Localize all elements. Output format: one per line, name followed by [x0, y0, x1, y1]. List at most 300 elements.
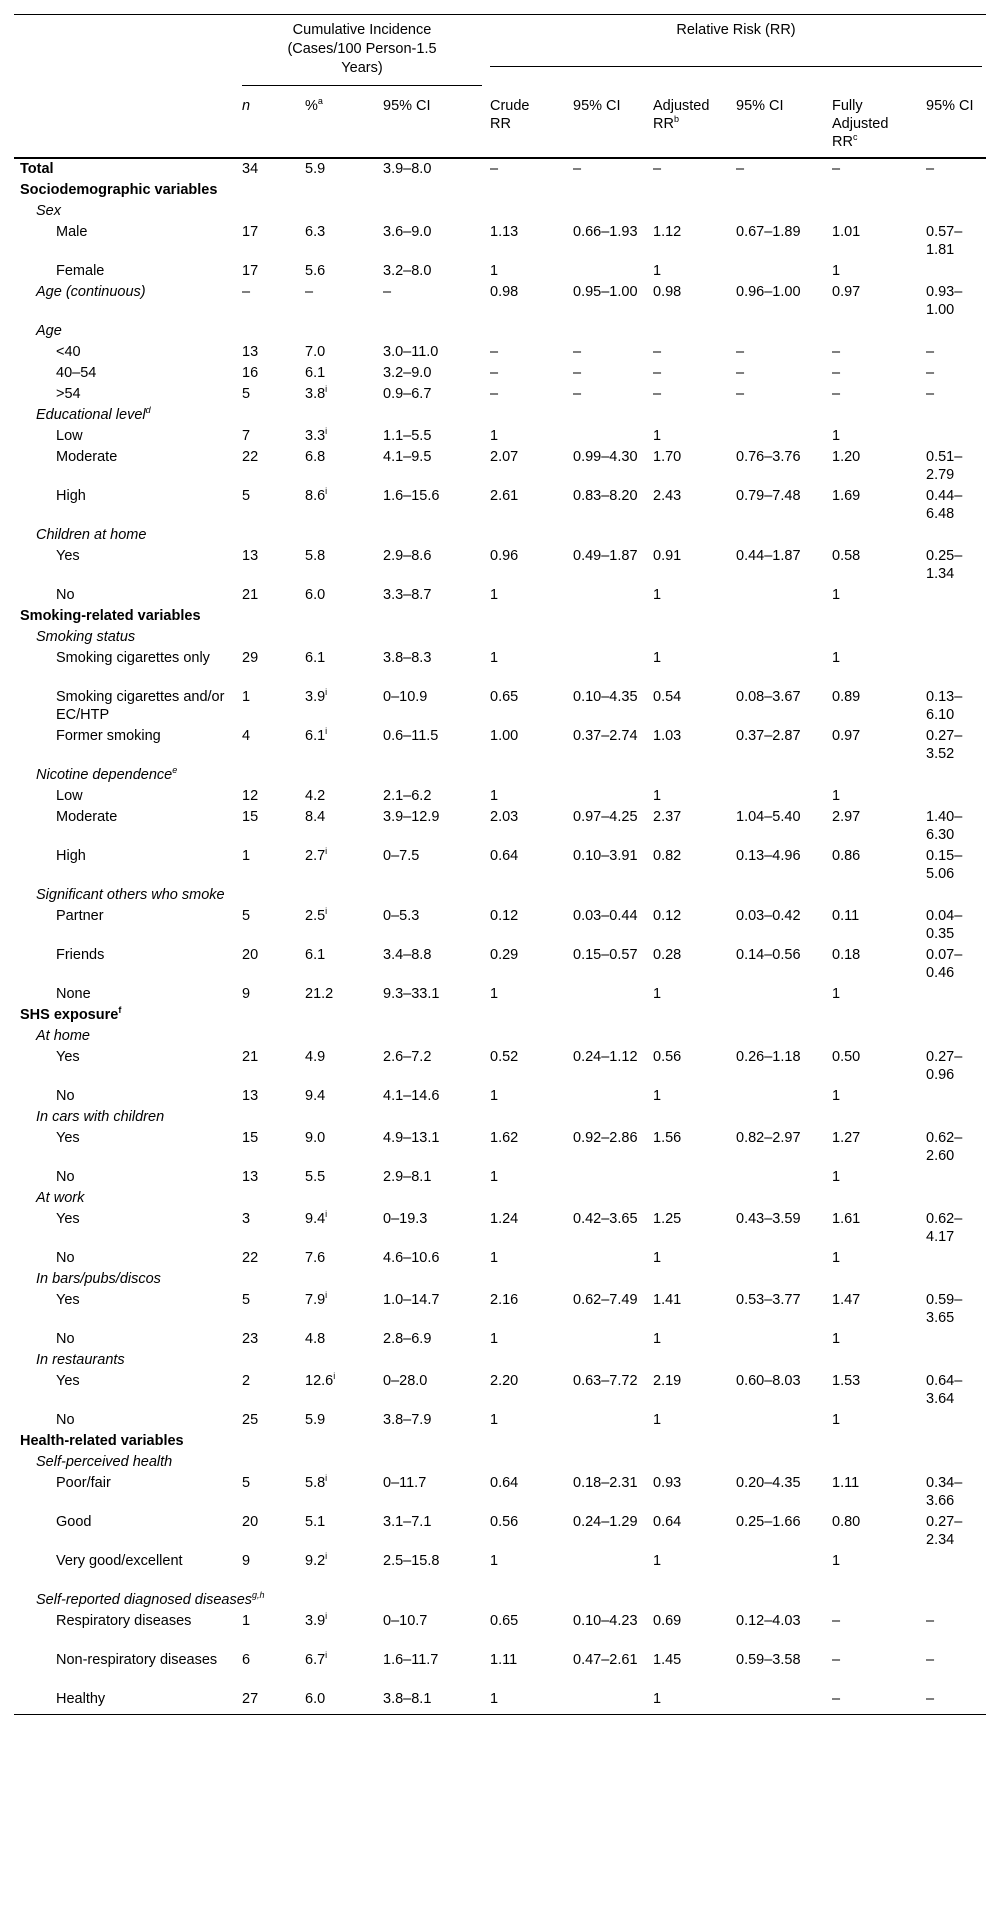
cell-4: 0.63–7.72 [573, 1373, 638, 1389]
cell-3: – [490, 344, 499, 360]
cell-7: 1 [832, 1250, 841, 1266]
row-label-text: Low [56, 788, 83, 804]
cell-8 [922, 1410, 986, 1431]
cell-4 [569, 585, 649, 606]
cell-3: 1 [490, 986, 499, 1002]
cell-3: – [490, 365, 499, 381]
row-label-text: No [56, 1088, 75, 1104]
cell-3: 1 [490, 428, 499, 444]
cell-6: 0.53–3.77 [736, 1292, 801, 1308]
col-adjusted-rr: Adjusted $RR^b$ [653, 98, 710, 132]
cell-8: 1.40–6.30 [926, 809, 963, 843]
cell-5: 1.41 [653, 1292, 682, 1308]
cell-0: 15 [242, 1130, 259, 1146]
row-label [14, 1167, 238, 1188]
cell-1: 2.7$^i$ [305, 846, 328, 864]
cell-6: 0.76–3.76 [736, 449, 801, 465]
row-label [14, 984, 238, 1005]
cell-2: 2.6–7.2 [383, 1049, 432, 1065]
cell-7: 1 [832, 1169, 841, 1185]
cell-0: 5 [242, 1475, 251, 1491]
cell-3: 0.65 [490, 689, 519, 705]
cell-4: 0.42–3.65 [573, 1211, 638, 1227]
cell-4 [569, 426, 649, 447]
row-label-text: Good [56, 1514, 92, 1530]
table-row [14, 648, 986, 687]
cell-3: 1.11 [490, 1652, 518, 1668]
table-row [14, 282, 986, 321]
table-section-row [14, 606, 986, 627]
table-row [14, 384, 986, 405]
row-label-text: Female [56, 263, 105, 279]
row-label-text: SHS exposure [20, 1007, 119, 1023]
cell-1: 4.9 [305, 1049, 326, 1065]
row-label-text: Smoking cigarettes and/or EC/HTP [56, 689, 225, 723]
cell-3: 1.00 [490, 728, 519, 744]
cell-4: 0.37–2.74 [573, 728, 638, 744]
cell-8: 0.57–1.81 [926, 224, 963, 258]
cell-2: 4.6–10.6 [383, 1250, 440, 1266]
cell-8 [922, 426, 986, 447]
cell-1: 6.1 [305, 650, 326, 666]
row-label [14, 158, 238, 180]
cell-2: 1.1–5.5 [383, 428, 432, 444]
cell-5: 1 [653, 986, 662, 1002]
table-section-row [14, 1431, 986, 1452]
cell-6: 0.08–3.67 [736, 689, 801, 705]
cell-5: – [653, 161, 662, 177]
table-section-row [14, 1590, 986, 1611]
cell-0: 22 [242, 1250, 259, 1266]
table-row [14, 1410, 986, 1431]
cell-6: 0.67–1.89 [736, 224, 801, 240]
row-label [14, 525, 986, 546]
cell-6 [732, 984, 828, 1005]
table-section-row [14, 201, 986, 222]
cell-1: 7.0 [305, 344, 326, 360]
cell-6: 0.13–4.96 [736, 848, 801, 864]
table-section-row [14, 765, 986, 786]
cell-6: 0.26–1.18 [736, 1049, 801, 1065]
cell-7: 0.58 [832, 548, 861, 564]
cell-6 [732, 1689, 828, 1715]
footnote-marker: i [333, 1371, 336, 1382]
cell-0: 13 [242, 1088, 259, 1104]
row-label [14, 1086, 238, 1107]
cell-8 [922, 261, 986, 282]
cell-2: 3.8–8.1 [379, 1689, 486, 1715]
row-label [14, 1650, 238, 1689]
empty-header [14, 15, 238, 95]
cell-6 [732, 1410, 828, 1431]
cell-3: 1 [486, 1689, 569, 1715]
cell-7: 1 [832, 428, 841, 444]
cell-4: 0.66–1.93 [573, 224, 638, 240]
row-label [14, 1611, 238, 1650]
cell-6: 0.82–2.97 [736, 1130, 801, 1146]
cell-2: 3.2–8.0 [383, 263, 432, 279]
cell-2: 2.5–15.8 [383, 1553, 440, 1569]
cell-5: 1 [653, 428, 662, 444]
footnote-marker: g,h [252, 1590, 265, 1601]
row-label [14, 1473, 238, 1512]
cell-0: 34 [242, 161, 259, 177]
cell-8: 0.59–3.65 [926, 1292, 963, 1326]
cell-1: 2.5$^i$ [305, 906, 328, 924]
footnote-marker: i [325, 846, 328, 857]
cell-5: – [653, 365, 662, 381]
cell-2: 4.1–9.5 [383, 449, 432, 465]
cell-0: 1 [242, 848, 251, 864]
row-label [14, 363, 238, 384]
table-row [14, 687, 986, 726]
cell-1: – [305, 284, 314, 300]
cell-2: 2.8–6.9 [383, 1331, 432, 1347]
table-row [14, 546, 986, 585]
cell-8 [922, 648, 986, 687]
table-row [14, 222, 986, 261]
cell-1: 6.1 [305, 947, 326, 963]
row-label [14, 1128, 238, 1167]
table-container [14, 14, 986, 1715]
row-label [14, 765, 986, 786]
cell-0: 7 [242, 428, 251, 444]
cell-7: 0.89 [832, 689, 861, 705]
cell-7: – [832, 1613, 841, 1629]
cell-8: – [926, 365, 935, 381]
cell-1: 3.9$^i$ [305, 1611, 328, 1629]
cell-8: 0.62–4.17 [926, 1211, 963, 1245]
row-label [14, 906, 238, 945]
cell-4: 0.97–4.25 [573, 809, 638, 825]
table-section-row [14, 1452, 986, 1473]
cell-7: – [832, 386, 841, 402]
col-crude-rr: Crude RR [490, 98, 530, 132]
cell-1: 8.6$^i$ [305, 486, 328, 504]
cell-7: 1.61 [832, 1211, 861, 1227]
table-section-row [14, 405, 986, 426]
cell-1: 9.2$^i$ [305, 1551, 328, 1569]
cell-5: 1.45 [653, 1652, 682, 1668]
cell-4 [569, 786, 649, 807]
row-label [14, 846, 238, 885]
cell-8: 0.25–1.34 [926, 548, 963, 582]
cell-8: 0.44–6.48 [926, 488, 963, 522]
cell-4: 0.10–4.23 [573, 1613, 638, 1629]
footnote-marker: i [325, 1650, 328, 1661]
table-row [14, 486, 986, 525]
row-label-text: Nicotine dependence [36, 767, 173, 783]
cell-0: 5 [242, 488, 251, 504]
cell-1: 9.4 [305, 1088, 326, 1104]
cell-8 [922, 786, 986, 807]
row-label-text: Very good/excellent [56, 1553, 183, 1569]
row-label-text: Yes [56, 1049, 80, 1065]
row-label [14, 384, 238, 405]
cell-7: 1.47 [832, 1292, 861, 1308]
table-row [14, 1209, 986, 1248]
cell-2: 3.8–7.9 [383, 1412, 432, 1428]
row-label-text: High [56, 488, 86, 504]
cell-5: 1 [653, 650, 662, 666]
row-label [14, 1290, 238, 1329]
cell-4: 0.10–3.91 [573, 848, 638, 864]
cell-7: 0.11 [832, 908, 860, 924]
row-label-text: Smoking-related variables [20, 608, 201, 624]
cell-0: 2 [242, 1373, 251, 1389]
cell-0: 21 [242, 1049, 259, 1065]
cell-3: 0.65 [490, 1613, 519, 1629]
cell-5: 0.12 [653, 908, 682, 924]
cell-3: 1 [490, 1553, 499, 1569]
cell-1: 6.1$^i$ [305, 726, 328, 744]
cell-6: 0.03–0.42 [736, 908, 801, 924]
cell-5: 1 [653, 1088, 662, 1104]
cell-8: 0.04–0.35 [926, 908, 963, 942]
cell-7: – [828, 1689, 922, 1715]
cell-7: – [832, 161, 841, 177]
cell-8: – [922, 1689, 986, 1715]
cell-4: 0.15–0.57 [573, 947, 638, 963]
row-label [14, 648, 238, 687]
cell-2: 4.1–14.6 [383, 1088, 440, 1104]
table-row [14, 426, 986, 447]
row-label-text: Respiratory diseases [56, 1613, 192, 1629]
table-section-row [14, 1269, 986, 1290]
cell-6: – [736, 161, 745, 177]
footnote-marker: i [325, 1209, 328, 1220]
row-label-text: Moderate [56, 449, 118, 465]
row-label-text: At home [36, 1028, 90, 1044]
row-label [14, 222, 238, 261]
table-section-row [14, 1350, 986, 1371]
cell-1: 3.9$^i$ [305, 687, 328, 705]
cell-1: 8.4 [305, 809, 326, 825]
cell-4 [569, 1551, 649, 1590]
cell-8 [922, 585, 986, 606]
cell-7: 0.18 [832, 947, 861, 963]
row-label-text: Low [56, 428, 83, 444]
cell-4: 0.62–7.49 [573, 1292, 638, 1308]
cell-8: 0.34–3.66 [926, 1475, 963, 1509]
cell-6 [732, 786, 828, 807]
cell-4: – [573, 161, 582, 177]
row-label-text: No [56, 1412, 75, 1428]
row-label-text: Smoking cigarettes only [56, 650, 210, 666]
row-label-text: Smoking status [36, 629, 136, 645]
cell-6 [732, 1329, 828, 1350]
cell-3: 1.62 [490, 1130, 519, 1146]
table-row [14, 1650, 986, 1689]
cell-8: – [926, 344, 935, 360]
cell-3: 1 [490, 263, 499, 279]
row-label [14, 945, 238, 984]
cell-3: 0.52 [490, 1049, 519, 1065]
row-label-text: High [56, 848, 86, 864]
cell-3: 1 [490, 1331, 499, 1347]
table-row [14, 1290, 986, 1329]
table-row [14, 1473, 986, 1512]
row-label-text: Partner [56, 908, 104, 924]
row-label [14, 1410, 238, 1431]
row-label [14, 687, 238, 726]
cell-4 [569, 1689, 649, 1715]
cell-1: 5.8$^i$ [305, 1473, 328, 1491]
row-label-text: In restaurants [36, 1352, 125, 1368]
cell-0: 21 [242, 587, 259, 603]
cell-1: 6.0 [301, 1689, 379, 1715]
col-fully-adjusted-rr: Fully Adjusted $RR^c$ [832, 98, 889, 150]
cell-6 [732, 1086, 828, 1107]
table-section-row [14, 180, 986, 201]
cell-8: 0.13–6.10 [926, 689, 963, 723]
cell-8 [922, 1551, 986, 1590]
cell-8: 0.07–0.46 [926, 947, 963, 981]
cell-8 [922, 1329, 986, 1350]
cell-7: 1 [832, 1412, 841, 1428]
cell-4 [569, 984, 649, 1005]
cell-0: – [242, 284, 251, 300]
cell-2: 0–5.3 [383, 908, 420, 924]
table-row [14, 261, 986, 282]
row-label-text: Former smoking [56, 728, 161, 744]
cell-6: 1.04–5.40 [736, 809, 801, 825]
row-label [14, 180, 986, 201]
cell-2: 0–11.7 [383, 1475, 427, 1491]
table-row [14, 1551, 986, 1590]
cell-2: 0–19.3 [383, 1211, 428, 1227]
cell-0: 20 [242, 947, 259, 963]
cell-0: 12 [242, 788, 259, 804]
cell-6: – [736, 365, 745, 381]
cell-5: 1.12 [653, 224, 682, 240]
cell-8: 0.64–3.64 [926, 1373, 963, 1407]
cell-4: 0.83–8.20 [573, 488, 638, 504]
cell-0: 20 [242, 1514, 259, 1530]
row-label [14, 342, 238, 363]
cell-6 [732, 1167, 828, 1188]
cell-6: – [736, 386, 745, 402]
cell-5: – [653, 386, 662, 402]
row-label [14, 1689, 238, 1715]
cell-5: 0.93 [653, 1475, 682, 1491]
row-label [14, 1551, 238, 1590]
row-label [14, 1269, 986, 1290]
cell-0: 5 [242, 386, 251, 402]
cell-2: 1.6–15.6 [383, 488, 440, 504]
footnote-marker: e [172, 765, 178, 776]
cell-5 [649, 1167, 732, 1188]
cell-1: 5.6 [305, 263, 326, 279]
cell-1: 21.2 [305, 986, 334, 1002]
row-label-text: Sociodemographic variables [20, 182, 218, 198]
table-row [14, 945, 986, 984]
cell-0: 13 [242, 1169, 259, 1185]
cell-3: 0.29 [490, 947, 519, 963]
group-header-incidence: Cumulative Incidence (Cases/100 Person-1.5 Years) [238, 15, 486, 95]
row-label [14, 807, 238, 846]
cell-4 [569, 1167, 649, 1188]
table-row [14, 906, 986, 945]
cell-0: 27 [238, 1689, 301, 1715]
cell-0: 16 [242, 365, 259, 381]
cell-5: 1.03 [653, 728, 682, 744]
cell-3: 1 [490, 650, 499, 666]
cell-1: 12.6$^i$ [305, 1371, 336, 1389]
cell-0: 17 [242, 263, 259, 279]
cell-0: 3 [242, 1211, 251, 1227]
table-row [14, 342, 986, 363]
cell-3: 0.56 [490, 1514, 519, 1530]
footnote-marker: i [325, 1611, 328, 1622]
table-section-row [14, 1026, 986, 1047]
cell-6 [732, 261, 828, 282]
cell-4: 0.92–2.86 [573, 1130, 638, 1146]
table-section-row [14, 525, 986, 546]
cell-7: 1 [832, 1331, 841, 1347]
row-label-text: In bars/pubs/discos [36, 1271, 161, 1287]
cell-7: 0.86 [832, 848, 861, 864]
cell-7: 0.97 [832, 284, 861, 300]
row-label-text: No [56, 1250, 75, 1266]
row-label-text: 40–54 [56, 365, 97, 381]
cell-2: 3.8–8.3 [383, 650, 432, 666]
cell-4: – [573, 365, 582, 381]
row-label [14, 201, 986, 222]
row-label [14, 1431, 986, 1452]
row-label [14, 405, 986, 426]
cell-8: – [926, 1613, 935, 1629]
cell-6: 0.12–4.03 [736, 1613, 801, 1629]
cell-5: 1 [653, 587, 662, 603]
cell-0: 5 [242, 908, 251, 924]
cell-7: 1 [832, 650, 841, 666]
row-label-text: Moderate [56, 809, 118, 825]
cell-4 [569, 1410, 649, 1431]
row-label-text: No [56, 587, 75, 603]
cell-5: 1.70 [653, 449, 682, 465]
row-label-text: Age (continuous) [36, 284, 146, 300]
cell-7: 1.27 [832, 1130, 861, 1146]
row-label-text: Yes [56, 1130, 80, 1146]
col-ci-1: 95% CI [383, 98, 431, 114]
cell-4 [569, 1329, 649, 1350]
cell-5: 1 [653, 788, 662, 804]
row-label-text: Self-perceived health [36, 1454, 173, 1470]
row-label [14, 1350, 986, 1371]
cell-8: 0.27–3.52 [926, 728, 963, 762]
cell-5: 0.64 [653, 1514, 682, 1530]
cell-4: 0.47–2.61 [573, 1652, 638, 1668]
cell-2: 2.9–8.6 [383, 548, 432, 564]
cell-3: 2.03 [490, 809, 519, 825]
cell-8: 0.15–5.06 [926, 848, 963, 882]
cell-7: 1 [832, 986, 841, 1002]
table-row [14, 1086, 986, 1107]
row-label [14, 1005, 986, 1026]
table-row [14, 1329, 986, 1350]
footnote-marker: i [325, 1290, 328, 1301]
row-label-text: In cars with children [36, 1109, 165, 1125]
cell-7: 1 [832, 788, 841, 804]
cell-3: 0.64 [490, 848, 519, 864]
row-label [14, 321, 986, 342]
cell-2: 3.9–8.0 [383, 161, 432, 177]
table-section-row [14, 321, 986, 342]
cell-7: – [832, 1652, 841, 1668]
footnote-marker: f [118, 1005, 122, 1016]
cell-3: 1.24 [490, 1211, 519, 1227]
